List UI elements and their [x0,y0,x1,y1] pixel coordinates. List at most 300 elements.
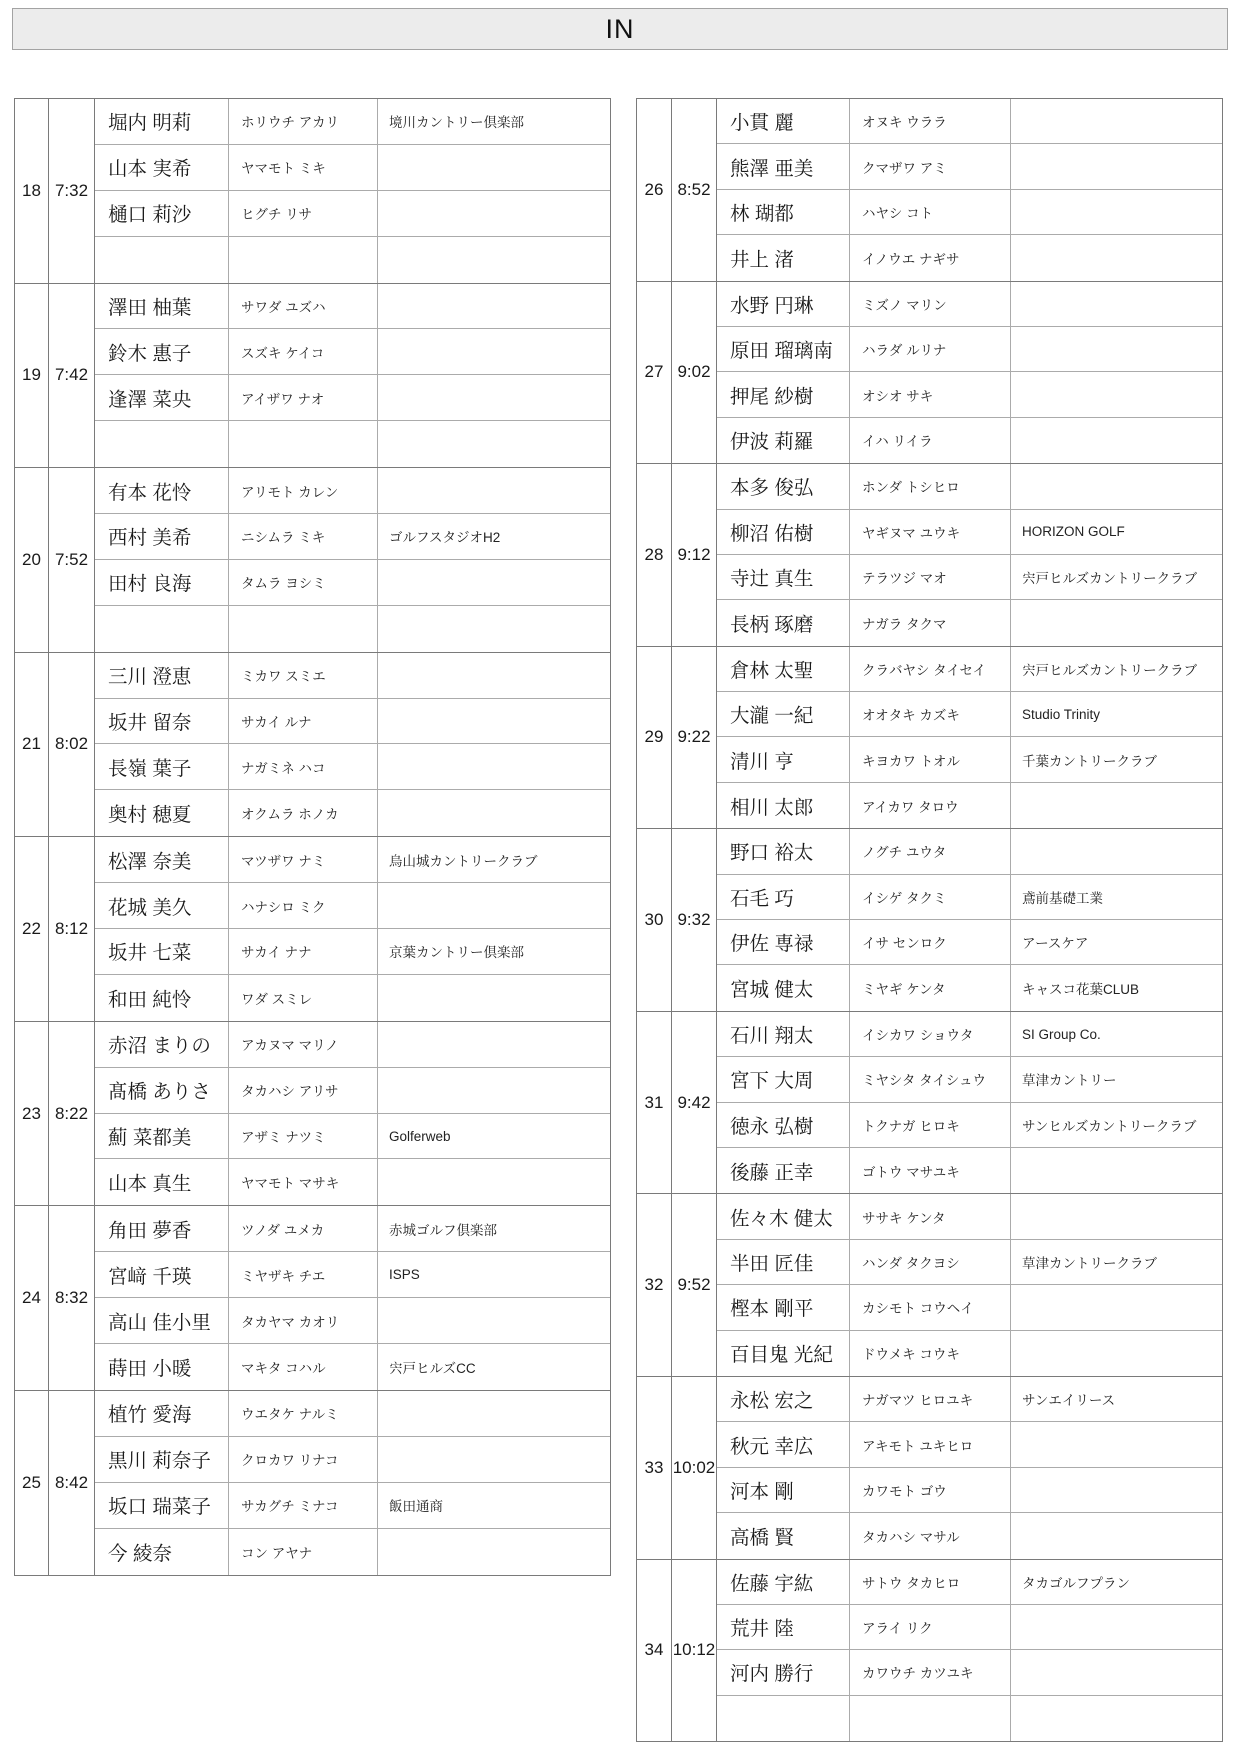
player-kana: オシオ サキ [850,372,1011,416]
tee-group [14,467,611,652]
player-club: Studio Trinity [1022,706,1101,722]
player-kana: マキタ コハル [229,1344,378,1390]
player-club: 鳶前基礎工業 [1022,890,1103,906]
player-name: 長嶺 葉子 [95,744,229,789]
player-name [95,606,229,652]
player-kana: アリモト カレン [229,468,378,513]
player-club: 烏山城カントリークラブ [389,853,538,869]
player-name: 原田 瑠璃南 [717,327,850,371]
player-kana: アライ リク [850,1605,1011,1649]
player-row [717,1605,1222,1650]
player-row [95,1298,610,1344]
player-club [1011,1422,1222,1466]
tee-time: 8:02 [49,653,95,837]
player-kana: ニシムラ ミキ [229,514,378,559]
tee-group [636,281,1223,464]
tee-group [636,828,1223,1011]
player-kana: キヨカワ トオル [850,737,1011,781]
group-number: 29 [637,647,672,829]
tee-time: 7:32 [49,99,95,283]
player-row [95,1114,610,1160]
tee-group [14,283,611,468]
player-name: 高橋 賢 [717,1513,850,1558]
player-kana: ナガマツ ヒロユキ [850,1377,1011,1421]
group-number: 30 [637,829,672,1011]
player-row [95,560,610,606]
player-row [717,1057,1222,1102]
player-kana: ササキ ケンタ [850,1194,1011,1238]
player-kana: イサ センロク [850,920,1011,964]
player-club [378,329,610,374]
player-club [1011,1605,1222,1649]
player-kana: コン アヤナ [229,1529,378,1575]
player-row [95,284,610,330]
tee-group [14,98,611,283]
player-row [717,965,1222,1010]
player-kana: オヌキ ウララ [850,99,1011,143]
player-club [378,191,610,236]
player-row [717,1513,1222,1558]
player-club: 宍戸ヒルズCC [389,1360,476,1376]
player-kana: クロカワ リナコ [229,1437,378,1482]
player-club: ISPS [389,1267,420,1283]
player-club [378,744,610,789]
player-row [717,144,1222,189]
player-club [378,237,610,283]
player-club [378,790,610,836]
player-name: 寺辻 真生 [717,555,850,599]
player-row [95,929,610,975]
player-club [378,560,610,605]
player-kana: ゴトウ マサユキ [850,1148,1011,1193]
player-name: 小貫 麗 [717,99,850,143]
player-row [717,418,1222,463]
player-name: 赤沼 まりの [95,1022,229,1067]
player-club [1011,1331,1222,1376]
player-row [717,875,1222,920]
player-name: 佐々木 健太 [717,1194,850,1238]
player-kana: イハ リイラ [850,418,1011,463]
player-club: SI Group Co. [1022,1026,1101,1042]
player-club [1011,282,1222,326]
tee-time: 9:22 [672,647,717,829]
player-club [1011,99,1222,143]
player-kana: ヤギヌマ ユウキ [850,510,1011,554]
player-row [717,737,1222,782]
player-club [1011,1148,1222,1193]
player-name: 高山 佳小里 [95,1298,229,1343]
player-club [1011,464,1222,508]
player-name: 樋口 莉沙 [95,191,229,236]
player-row [95,1022,610,1068]
tee-time: 8:22 [49,1022,95,1206]
player-kana: ヒグチ リサ [229,191,378,236]
player-name: 倉林 太聖 [717,647,850,691]
player-row [95,790,610,836]
player-row [717,235,1222,280]
player-row [717,1468,1222,1513]
player-club [378,468,610,513]
tee-group [636,1376,1223,1559]
player-row [717,829,1222,874]
player-list [95,284,610,468]
player-club: サンヒルズカントリークラブ [1022,1118,1197,1134]
player-club [1011,783,1222,828]
player-row [95,606,610,652]
player-row [717,99,1222,144]
player-club [1011,418,1222,463]
player-row [717,1696,1222,1741]
player-club: タカゴルフプラン [1022,1575,1130,1591]
player-club [378,653,610,698]
player-name: 荒井 陸 [717,1605,850,1649]
player-name: 徳永 弘樹 [717,1103,850,1147]
player-name [95,237,229,283]
player-kana: カワモト ゴウ [850,1468,1011,1512]
player-kana: アイザワ ナオ [229,375,378,420]
player-kana: ドウメキ コウキ [850,1331,1011,1376]
player-kana: イノウエ ナギサ [850,235,1011,280]
player-name: 林 瑚都 [717,190,850,234]
player-club [1011,190,1222,234]
player-kana: アイカワ タロウ [850,783,1011,828]
player-name: 長柄 琢磨 [717,600,850,645]
player-name: 植竹 愛海 [95,1391,229,1436]
player-name: 黒川 莉奈子 [95,1437,229,1482]
player-club [1011,144,1222,188]
player-row [717,464,1222,509]
player-club: ゴルフスタジオH2 [389,530,501,546]
player-club [378,975,610,1021]
player-row [717,1012,1222,1057]
group-number: 34 [637,1560,672,1742]
player-club: 飯田通商 [389,1499,443,1515]
group-number: 31 [637,1012,672,1194]
player-row [95,329,610,375]
player-kana: アキモト ユキヒロ [850,1422,1011,1466]
player-name: 松澤 奈美 [95,837,229,882]
player-kana: カシモト コウヘイ [850,1285,1011,1329]
player-row [717,1240,1222,1285]
player-name: 相川 太郎 [717,783,850,828]
tee-group [14,1205,611,1390]
player-club: キャスコ花葉CLUB [1022,982,1140,998]
player-kana: ミカワ スミエ [229,653,378,698]
group-number: 32 [637,1194,672,1376]
player-kana: ナガミネ ハコ [229,744,378,789]
player-club: 赤城ゴルフ倶楽部 [389,1222,497,1238]
tee-time: 8:42 [49,1391,95,1575]
player-kana [229,237,378,283]
player-club: Golferweb [389,1128,451,1144]
player-kana: サワダ ユズハ [229,284,378,329]
player-club [378,1437,610,1482]
player-kana: ハナシロ ミク [229,883,378,928]
tee-sheet-table-right [636,98,1223,1742]
player-name: 熊澤 亜美 [717,144,850,188]
player-club [378,375,610,420]
player-kana: タカヤマ カオリ [229,1298,378,1343]
player-list [95,99,610,283]
player-row [95,883,610,929]
player-row [717,1560,1222,1605]
player-club [1011,1468,1222,1512]
player-kana: ハラダ ルリナ [850,327,1011,371]
player-club [378,883,610,928]
player-row [717,1377,1222,1422]
player-name: 蒔田 小暖 [95,1344,229,1390]
player-name: 半田 匠佳 [717,1240,850,1284]
player-kana: ミヤザキ チエ [229,1252,378,1297]
group-number: 20 [15,468,49,652]
player-club [1011,1696,1222,1741]
tee-time: 9:52 [672,1194,717,1376]
player-name: 堀内 明莉 [95,99,229,144]
group-number: 24 [15,1206,49,1390]
player-row [95,699,610,745]
tee-group [636,1193,1223,1376]
tee-time: 8:32 [49,1206,95,1390]
player-name: 佐藤 宇紘 [717,1560,850,1604]
player-kana: ミズノ マリン [850,282,1011,326]
player-row [95,1159,610,1205]
player-name: 河本 剛 [717,1468,850,1512]
tee-group [636,98,1223,281]
player-row [95,468,610,514]
player-club [1011,1650,1222,1694]
player-kana: サカイ ルナ [229,699,378,744]
tee-time: 9:42 [672,1012,717,1194]
player-club [1011,829,1222,873]
player-row [95,1252,610,1298]
player-club [378,606,610,652]
tee-time: 7:42 [49,284,95,468]
player-kana: ミヤシタ タイシュウ [850,1057,1011,1101]
player-club [1011,1194,1222,1238]
group-number: 19 [15,284,49,468]
player-kana: オオタキ カズキ [850,692,1011,736]
player-name: 和田 純怜 [95,975,229,1021]
player-kana: ハンダ タクヨシ [850,1240,1011,1284]
player-list [717,1377,1222,1559]
player-kana [229,606,378,652]
player-row [717,1103,1222,1148]
player-list [717,464,1222,646]
tee-group [636,1559,1223,1742]
player-name: 大瀧 一紀 [717,692,850,736]
player-name: 本多 俊弘 [717,464,850,508]
player-name: 薊 菜都美 [95,1114,229,1159]
tee-group [14,1021,611,1206]
player-name: 山本 実希 [95,145,229,190]
player-row [95,1344,610,1390]
player-name: 野口 裕太 [717,829,850,873]
player-club [1011,372,1222,416]
player-row [95,1529,610,1575]
sheet-header [12,8,1228,50]
player-kana: オクムラ ホノカ [229,790,378,836]
player-name: 鈴木 惠子 [95,329,229,374]
group-number: 23 [15,1022,49,1206]
tee-time: 10:12 [672,1560,717,1742]
player-club: 千葉カントリークラブ [1022,753,1157,769]
player-row [717,510,1222,555]
player-club [378,1022,610,1067]
tee-group [14,652,611,837]
tee-group [636,646,1223,829]
player-row [717,190,1222,235]
player-club: HORIZON GOLF [1022,524,1125,540]
player-club [378,1298,610,1343]
player-kana: イシカワ ショウタ [850,1012,1011,1056]
player-name: 花城 美久 [95,883,229,928]
player-kana: ホンダ トシヒロ [850,464,1011,508]
player-row [95,1206,610,1252]
player-list [717,647,1222,829]
player-list [95,1391,610,1575]
player-kana: スズキ ケイコ [229,329,378,374]
player-row [717,1285,1222,1330]
player-row [95,1391,610,1437]
player-name: 今 綾奈 [95,1529,229,1575]
player-list [95,837,610,1021]
tee-group [14,836,611,1021]
player-club [1011,1285,1222,1329]
player-kana: ワダ スミレ [229,975,378,1021]
player-club [1011,327,1222,371]
player-row [717,783,1222,828]
tee-time: 9:12 [672,464,717,646]
player-name: 坂口 瑞菜子 [95,1483,229,1528]
group-number: 27 [637,282,672,464]
player-name: 百目鬼 光紀 [717,1331,850,1376]
player-club [378,1391,610,1436]
player-club: 草津カントリークラブ [1022,1255,1157,1271]
player-club: アースケア [1022,936,1089,952]
player-name: 宮下 大周 [717,1057,850,1101]
group-number: 28 [637,464,672,646]
player-row [717,372,1222,417]
player-row [95,1437,610,1483]
player-kana: アカヌマ マリノ [229,1022,378,1067]
player-name: 柳沼 佑樹 [717,510,850,554]
player-kana: クマザワ アミ [850,144,1011,188]
group-number: 33 [637,1377,672,1559]
player-name: 坂井 留奈 [95,699,229,744]
player-name: 秋元 幸広 [717,1422,850,1466]
player-kana: ホリウチ アカリ [229,99,378,144]
group-number: 22 [15,837,49,1021]
player-row [717,600,1222,645]
player-kana [229,421,378,467]
tee-group [14,1390,611,1575]
player-kana: タカハシ アリサ [229,1068,378,1113]
player-name: 樫本 剛平 [717,1285,850,1329]
player-club: 宍戸ヒルズカントリークラブ [1022,662,1198,678]
player-name: 伊波 莉羅 [717,418,850,463]
player-kana: ミヤギ ケンタ [850,965,1011,1010]
tee-time: 8:12 [49,837,95,1021]
player-kana: マツザワ ナミ [229,837,378,882]
player-kana: クラバヤシ タイセイ [850,647,1011,691]
player-kana: ナガラ タクマ [850,600,1011,645]
player-kana: サカグチ ミナコ [229,1483,378,1528]
group-number: 21 [15,653,49,837]
player-kana: サカイ ナナ [229,929,378,974]
player-name: 西村 美希 [95,514,229,559]
tee-time: 8:52 [672,99,717,281]
player-list [95,653,610,837]
player-kana: タムラ ヨシミ [229,560,378,605]
player-row [95,191,610,237]
player-club: 京葉カントリー倶楽部 [389,945,524,961]
player-row [95,653,610,699]
player-club [1011,235,1222,280]
player-club [378,145,610,190]
player-row [717,1331,1222,1376]
player-club [378,421,610,467]
group-number: 18 [15,99,49,283]
player-name: 宮城 健太 [717,965,850,1010]
tee-group [636,1011,1223,1194]
player-kana: ヤマモト マサキ [229,1159,378,1205]
player-list [95,1022,610,1206]
player-name: 山本 真生 [95,1159,229,1205]
player-club [1011,600,1222,645]
tee-time: 7:52 [49,468,95,652]
group-number: 25 [15,1391,49,1575]
player-name [95,421,229,467]
player-row [717,1194,1222,1239]
player-row [95,975,610,1021]
player-name: 澤田 柚葉 [95,284,229,329]
player-name: 田村 良海 [95,560,229,605]
player-list [95,1206,610,1390]
player-kana: ツノダ ユメカ [229,1206,378,1251]
player-name: 井上 渚 [717,235,850,280]
player-name: 後藤 正幸 [717,1148,850,1193]
player-name [717,1696,850,1741]
player-club: 境川カントリー倶楽部 [389,115,524,131]
player-row [717,1422,1222,1467]
player-kana: トクナガ ヒロキ [850,1103,1011,1147]
player-name: 石川 翔太 [717,1012,850,1056]
player-row [717,692,1222,737]
player-name: 坂井 七菜 [95,929,229,974]
player-row [95,145,610,191]
player-row [95,421,610,467]
player-row [95,744,610,790]
player-list [717,1012,1222,1194]
player-list [717,1194,1222,1376]
player-kana: イシゲ タクミ [850,875,1011,919]
player-kana: ヤマモト ミキ [229,145,378,190]
player-row [717,327,1222,372]
player-row [717,282,1222,327]
player-club: サンエイリース [1022,1393,1116,1409]
player-name: 髙橋 ありさ [95,1068,229,1113]
group-number: 26 [637,99,672,281]
player-list [717,829,1222,1011]
player-row [717,555,1222,600]
player-club [378,699,610,744]
player-club [378,1068,610,1113]
player-row [717,1148,1222,1193]
player-name: 角田 夢香 [95,1206,229,1251]
player-name: 水野 円琳 [717,282,850,326]
player-kana: アザミ ナツミ [229,1114,378,1159]
player-name: 逢澤 菜央 [95,375,229,420]
